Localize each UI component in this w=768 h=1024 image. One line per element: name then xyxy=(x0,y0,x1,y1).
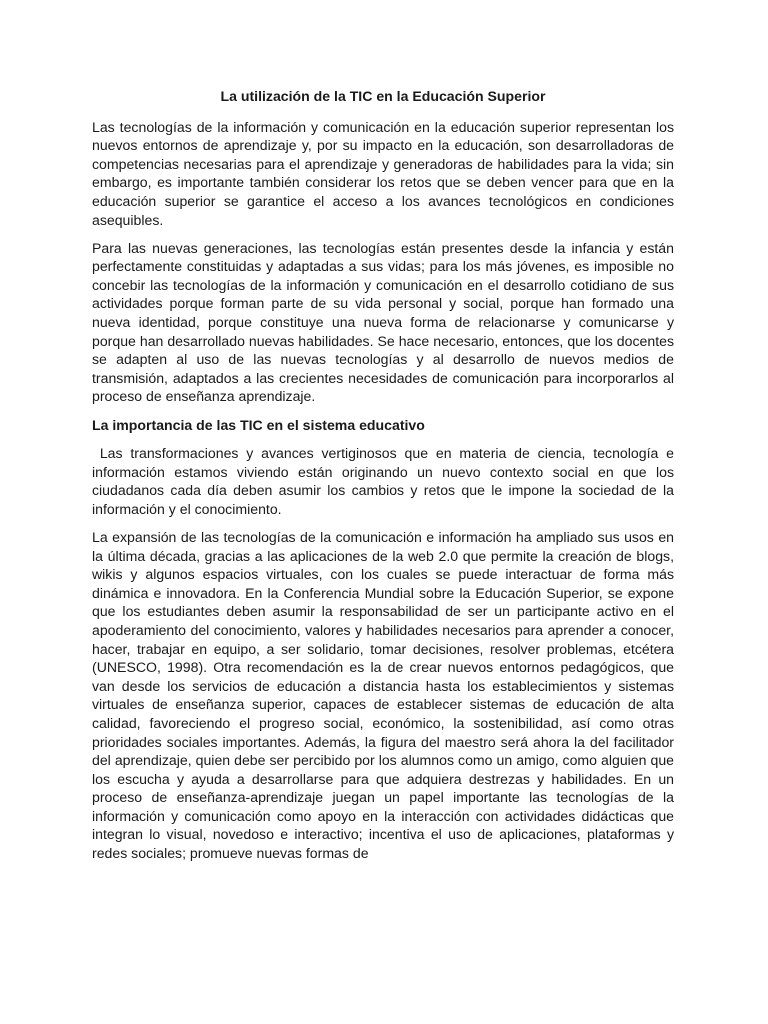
paragraph-2: Para las nuevas generaciones, las tecnologías están presentes desde la infancia y están perfectamente constituidas y adaptadas a sus vidas; para los más jóvenes, es imposible no concebir las tecnologías de la información y comunicación en el desarrollo cotidiano de sus actividades porque forman parte de su vida personal y social, porque han formado una nueva identidad, porque constituye una nueva forma de relacionarse y comunicarse y porque han desarrollado nuevas habilidades. Se hace necesario, entonces, que los docentes se adapten al uso de las nuevas tecnologías y al desarrollo de nuevos medios de transmisión, adaptados a las crecientes necesidades de comunicación para incorporarlos al proceso de enseñanza aprendizaje. xyxy=(92,239,674,405)
paragraph-1: Las tecnologías de la información y comunicación en la educación superior representan los nuevos entornos de aprendizaje y, por su impacto en la educación, son desarrolladoras de competencias necesarias para el aprendizaje y generadoras de habilidades para la vida; sin embargo, es importante también considerar los retos que se deben vencer para que en la educación superior se garantice el acceso a los avances tecnológicos en condiciones asequibles. xyxy=(92,118,674,228)
section-heading: La importancia de las TIC en el sistema educativo xyxy=(92,416,425,433)
paragraph-3: Las transformaciones y avances vertiginosos que en materia de ciencia, tecnología e información estamos viviendo están originando un nuevo contexto social en que los ciudadanos cada día deben asumir los cambios y retos que le impone la sociedad de la información y el conocimiento. xyxy=(92,445,674,517)
document-title: La utilización de la TIC en la Educación Superior xyxy=(220,88,546,104)
paragraph-4: La expansión de las tecnologías de la comunicación e información ha ampliado sus usos en la última década, gracias a las aplicaciones de la web 2.0 que permite la creación de blogs, wikis y algunos espacios virtuales, con los cuales se puede interactuar de forma más dinámica e innovadora. En la Conferencia Mundial sobre la Educación Superior, se expone que los estudiantes deben asumir la responsabilidad de ser un participante activo en el apoderamiento del conocimiento, valores y habilidades necesarios para aprender a conocer, hacer, trabajar en equipo, a ser solidario, tomar decisiones, resolver problemas, etcétera (UNESCO, 1998). Otra recomendación es la de crear nuevos entornos pedagógicos, que van desde los servicios de educación a distancia hasta los establecimientos y sistemas virtuales de enseñanza superior, capaces de establecer sistemas de educación de alta calidad, favoreciendo el progreso social, económico, la sostenibilidad, así como otras prioridades sociales importantes. Además, la figura del maestro será ahora la del facilitador del aprendizaje, quien debe ser percibido por los alumnos como un amigo, como alguien que los escucha y ayuda a desarrollarse para que adquiera destrezas y habilidades. En un proceso de enseñanza-aprendizaje juegan un papel importante las tecnologías de la información y comunicación como apoyo en la interacción con actividades didácticas que integran lo visual, novedoso e interactivo; incentiva el uso de aplicaciones, plataformas y redes sociales; promueve nuevas formas de xyxy=(92,528,674,862)
